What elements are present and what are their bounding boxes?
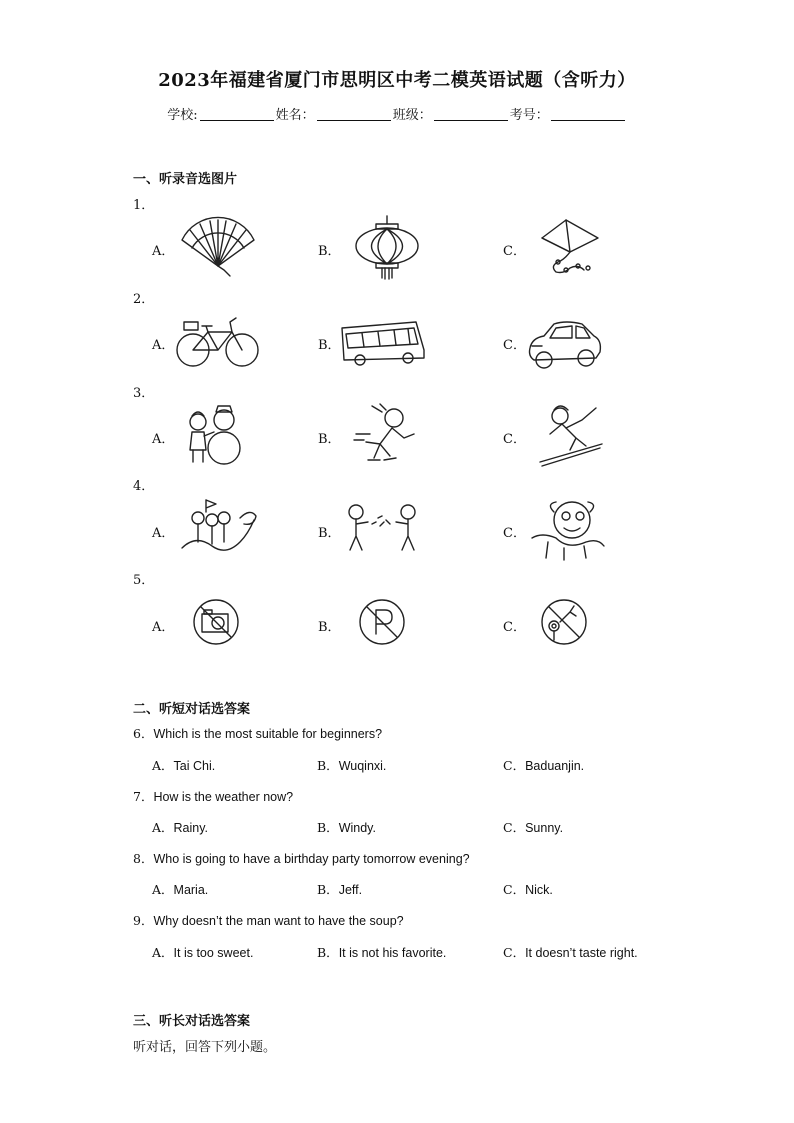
answer-option: C．Sunny. bbox=[503, 820, 564, 835]
no-camera-icon bbox=[192, 598, 240, 646]
option-letter: C． bbox=[503, 620, 526, 635]
question-number: 9． bbox=[133, 913, 154, 928]
answer-option: B．Windy. bbox=[317, 820, 376, 835]
question-number: 1． bbox=[133, 198, 155, 213]
section-3-heading: 三、听长对话选答案 bbox=[133, 1014, 251, 1029]
question-number: 3． bbox=[133, 386, 155, 401]
section-2-heading: 二、听短对话选答案 bbox=[133, 702, 251, 717]
answer-option: B．It is not his favorite. bbox=[317, 945, 447, 960]
question-number: 7． bbox=[133, 789, 154, 804]
option-letter: A． bbox=[152, 244, 175, 259]
school-blank bbox=[200, 107, 274, 121]
question-9 bbox=[133, 911, 404, 929]
answer-option: A．Maria. bbox=[152, 882, 209, 897]
option-letter: A． bbox=[152, 432, 175, 447]
question-text: Which is the most suitable for beginners? bbox=[153, 727, 383, 741]
skier-icon bbox=[536, 404, 606, 466]
section-1-heading: 一、听录音选图片 bbox=[133, 172, 238, 187]
question-text: Who is going to have a birthday party tomorrow evening? bbox=[153, 852, 470, 866]
student-info-line bbox=[0, 104, 794, 123]
bicycle-icon bbox=[176, 314, 260, 370]
option-letter: C． bbox=[503, 338, 526, 353]
option-letter: A． bbox=[152, 620, 175, 635]
answer-option: A．It is too sweet. bbox=[152, 945, 254, 960]
question-7 bbox=[133, 787, 293, 805]
option-letter: B． bbox=[318, 244, 341, 259]
snowman-icon bbox=[184, 404, 244, 466]
question-6 bbox=[133, 724, 382, 742]
exam-no-blank bbox=[551, 107, 625, 121]
question-number: 8． bbox=[133, 851, 154, 866]
car-icon bbox=[526, 318, 604, 372]
option-letter: B． bbox=[318, 338, 341, 353]
option-letter: C． bbox=[503, 244, 526, 259]
folding-fan-icon bbox=[180, 218, 256, 278]
question-number: 4． bbox=[133, 479, 155, 494]
question-8 bbox=[133, 849, 470, 867]
kite-icon bbox=[536, 218, 602, 278]
dragon-dance-icon bbox=[176, 498, 258, 560]
ice-skater-icon bbox=[352, 404, 418, 466]
question-text: Why doesn’t the man want to have the soup? bbox=[153, 914, 404, 928]
option-letter: B． bbox=[318, 526, 341, 541]
page-title: 2023年福建省厦门市思明区中考二模英语试题（含听力） bbox=[158, 70, 636, 91]
class-label: 班级： bbox=[392, 108, 432, 123]
question-number: 2． bbox=[133, 292, 155, 307]
answer-option: C．Baduanjin. bbox=[503, 758, 585, 773]
answer-option: C．Nick. bbox=[503, 882, 553, 897]
answer-option: A．Tai Chi. bbox=[152, 758, 216, 773]
lantern-icon bbox=[354, 216, 420, 280]
bus-icon bbox=[340, 320, 426, 366]
question-number: 5． bbox=[133, 573, 155, 588]
water-splashing-icon bbox=[340, 500, 430, 556]
option-letter: B． bbox=[318, 432, 341, 447]
answer-option: A．Rainy. bbox=[152, 820, 209, 835]
option-letter: C． bbox=[503, 432, 526, 447]
name-blank bbox=[317, 107, 391, 121]
option-letter: B． bbox=[318, 620, 341, 635]
option-letter: A． bbox=[152, 526, 175, 541]
question-number: 6． bbox=[133, 726, 154, 741]
lion-dance-icon bbox=[528, 498, 606, 562]
no-picking-flowers-icon bbox=[540, 598, 588, 646]
school-label: 学校: bbox=[167, 108, 198, 123]
option-letter: A． bbox=[152, 338, 175, 353]
answer-option: B．Jeff. bbox=[317, 882, 363, 897]
no-parking-icon bbox=[358, 598, 406, 646]
option-letter: C． bbox=[503, 526, 526, 541]
answer-option: B．Wuqinxi. bbox=[317, 758, 387, 773]
section-3-instruction: 听对话，回答下列小题。 bbox=[133, 1040, 277, 1055]
exam-no-label: 考号： bbox=[509, 108, 549, 123]
answer-option: C．It doesn’t taste right. bbox=[503, 945, 638, 960]
class-blank bbox=[434, 107, 508, 121]
question-text: How is the weather now? bbox=[153, 790, 294, 804]
name-label: 姓名： bbox=[275, 108, 315, 123]
